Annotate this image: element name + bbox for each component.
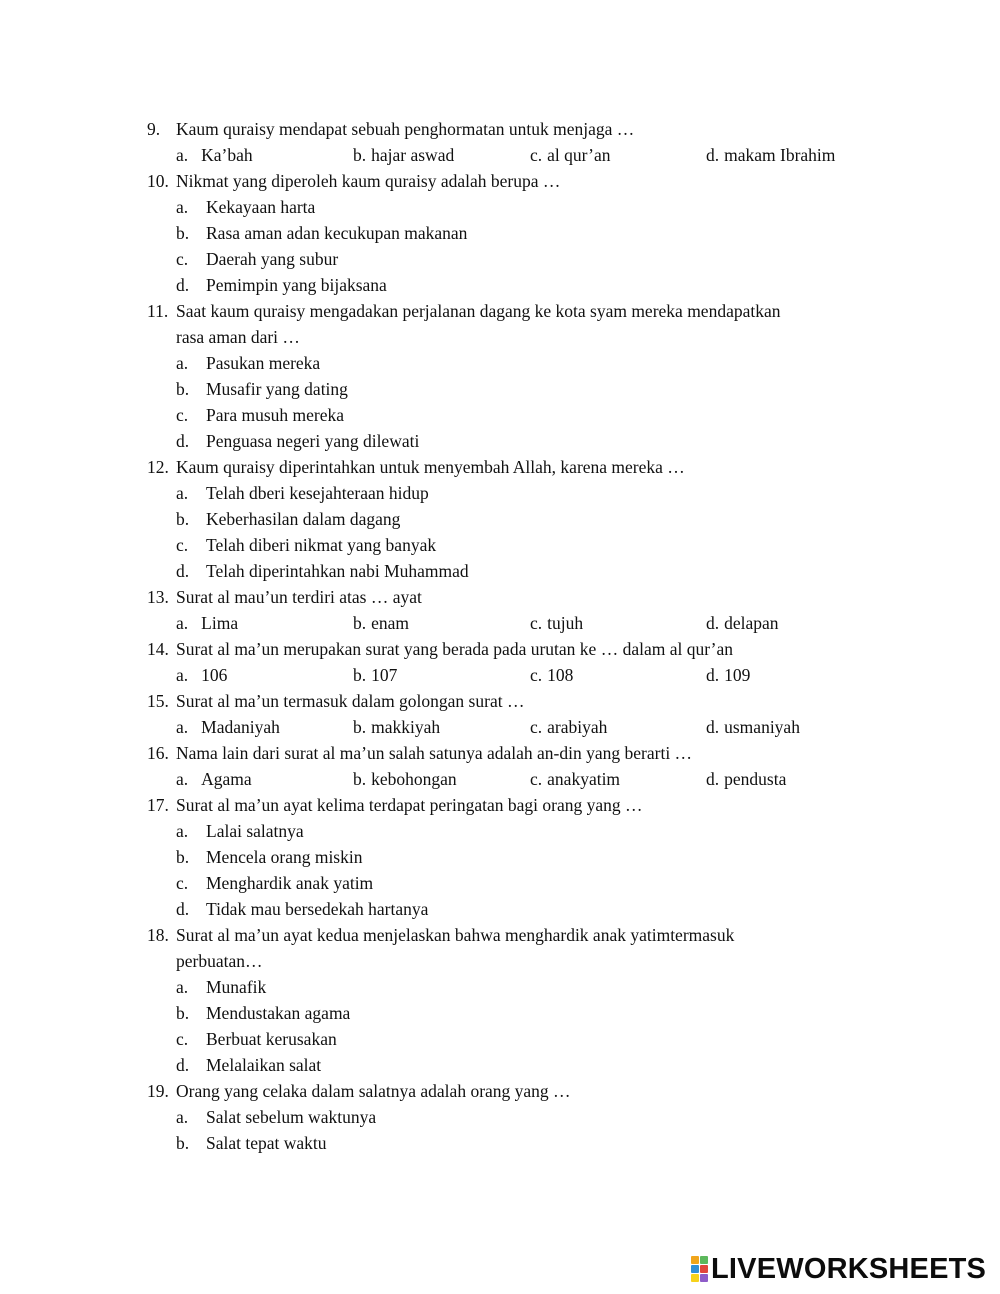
option-c[interactable] (530, 142, 610, 168)
option-letter: c. (530, 665, 543, 685)
option-text: Kekayaan harta (206, 197, 316, 217)
option-d[interactable] (0, 896, 1000, 922)
option-d[interactable] (706, 142, 835, 168)
option-a[interactable] (0, 974, 1000, 1000)
question-line (0, 688, 1000, 714)
option-text: Keberhasilan dalam dagang (206, 509, 401, 529)
option-d[interactable] (706, 766, 786, 792)
option-text: Lalai salatnya (206, 821, 304, 841)
liveworksheets-logo[interactable] (691, 1253, 986, 1285)
option-c[interactable] (0, 1026, 1000, 1052)
option-text: makkiyah (371, 717, 441, 737)
option-a[interactable] (176, 610, 238, 636)
question-number: 19. (147, 1081, 169, 1101)
option-letter: d. (706, 769, 720, 789)
option-d[interactable] (0, 1052, 1000, 1078)
option-letter: c. (176, 1029, 189, 1049)
option-letter: c. (530, 769, 543, 789)
option-text: Daerah yang subur (206, 249, 339, 269)
option-letter: c. (530, 717, 543, 737)
question-text: Surat al mau’un terdiri atas … ayat (176, 587, 422, 607)
option-text: Menghardik anak yatim (206, 873, 374, 893)
question-line-continued (0, 948, 1000, 974)
option-c[interactable] (530, 610, 583, 636)
question-9 (0, 116, 1000, 168)
option-b[interactable] (0, 376, 1000, 402)
option-b[interactable] (0, 220, 1000, 246)
question-line-continued (0, 324, 1000, 350)
option-c[interactable] (530, 662, 573, 688)
option-a[interactable] (0, 1104, 1000, 1130)
option-text: Penguasa negeri yang dilewati (206, 431, 420, 451)
question-number: 16. (147, 743, 169, 763)
option-text: Musafir yang dating (206, 379, 348, 399)
option-text: Telah diberi nikmat yang banyak (206, 535, 437, 555)
option-letter: a. (176, 665, 189, 685)
option-letter: b. (176, 379, 190, 399)
logo-square (691, 1256, 699, 1264)
option-letter: d. (176, 561, 190, 581)
option-text: Salat sebelum waktunya (206, 1107, 377, 1127)
option-text: Rasa aman adan kecukupan makanan (206, 223, 468, 243)
question-line (0, 1078, 1000, 1104)
option-b[interactable] (353, 766, 457, 792)
option-text: Telah dberi kesejahteraan hidup (206, 483, 429, 503)
option-b[interactable] (353, 662, 397, 688)
option-text: Agama (201, 769, 252, 789)
option-text: Melalaikan salat (206, 1055, 322, 1075)
option-letter: d. (176, 275, 190, 295)
option-text: 106 (201, 665, 228, 685)
question-number: 18. (147, 925, 169, 945)
option-letter: c. (176, 249, 189, 269)
option-b[interactable] (0, 844, 1000, 870)
option-text: tujuh (547, 613, 584, 633)
options-row (0, 610, 1000, 636)
option-text: Lima (201, 613, 239, 633)
option-text: Munafik (206, 977, 267, 997)
question-number: 14. (147, 639, 169, 659)
option-letter: d. (176, 1055, 190, 1075)
question-text: Orang yang celaka dalam salatnya adalah orang yang … (176, 1081, 571, 1101)
option-b[interactable] (353, 714, 440, 740)
option-a[interactable] (176, 662, 227, 688)
option-letter: d. (176, 899, 190, 919)
question-line (0, 454, 1000, 480)
option-text: 108 (547, 665, 574, 685)
option-c[interactable] (530, 714, 607, 740)
question-text: Surat al ma’un ayat kelima terdapat peringatan bagi orang yang … (176, 795, 643, 815)
option-text: Tidak mau bersedekah hartanya (206, 899, 429, 919)
logo-square (691, 1265, 699, 1273)
question-line (0, 116, 1000, 142)
question-19 (0, 1078, 1000, 1156)
options-row (0, 766, 1000, 792)
option-a[interactable] (0, 818, 1000, 844)
option-letter: c. (530, 613, 543, 633)
option-letter: b. (176, 223, 190, 243)
question-text: Surat al ma’un merupakan surat yang berada pada urutan ke … dalam al qur’an (176, 639, 734, 659)
option-text: Telah diperintahkan nabi Muhammad (206, 561, 469, 581)
question-15 (0, 688, 1000, 740)
question-number: 11. (147, 301, 169, 321)
question-text-continued: perbuatan… (176, 951, 263, 971)
option-letter: d. (176, 431, 190, 451)
option-text: enam (371, 613, 410, 633)
option-letter: a. (176, 197, 189, 217)
question-line (0, 584, 1000, 610)
options-row (0, 142, 1000, 168)
question-11 (0, 298, 1000, 454)
question-text: Kaum quraisy mendapat sebuah penghormatan untuk menjaga … (176, 119, 635, 139)
question-line (0, 298, 1000, 324)
option-text: Mendustakan agama (206, 1003, 351, 1023)
logo-square (700, 1265, 708, 1273)
question-text: Saat kaum quraisy mengadakan perjalanan dagang ke kota syam mereka mendapatkan (176, 301, 781, 321)
option-text: Para musuh mereka (206, 405, 345, 425)
question-18 (0, 922, 1000, 1078)
option-b[interactable] (353, 142, 454, 168)
option-d[interactable] (0, 272, 1000, 298)
option-c[interactable] (0, 532, 1000, 558)
option-letter: a. (176, 145, 189, 165)
option-letter: b. (353, 665, 367, 685)
option-text: anakyatim (547, 769, 621, 789)
option-text: Pemimpin yang bijaksana (206, 275, 387, 295)
option-text: 107 (371, 665, 398, 685)
option-c[interactable] (0, 870, 1000, 896)
option-text: makam Ibrahim (724, 145, 836, 165)
option-letter: a. (176, 1107, 189, 1127)
option-letter: a. (176, 769, 189, 789)
question-number: 12. (147, 457, 169, 477)
brand-text: LIVEWORKSHEETS (711, 1253, 987, 1285)
question-line (0, 792, 1000, 818)
option-letter: a. (176, 613, 189, 633)
option-a[interactable] (176, 714, 280, 740)
option-text: hajar aswad (371, 145, 455, 165)
question-line (0, 168, 1000, 194)
option-a[interactable] (0, 350, 1000, 376)
option-b[interactable] (0, 1130, 1000, 1156)
option-c[interactable] (0, 246, 1000, 272)
question-line (0, 740, 1000, 766)
logo-square (700, 1274, 708, 1282)
question-12 (0, 454, 1000, 584)
question-text-continued: rasa aman dari … (176, 327, 300, 347)
option-letter: d. (706, 613, 720, 633)
question-text: Nikmat yang diperoleh kaum quraisy adalah berupa … (176, 171, 561, 191)
question-16 (0, 740, 1000, 792)
option-letter: b. (176, 1003, 190, 1023)
option-b[interactable] (0, 506, 1000, 532)
option-letter: a. (176, 821, 189, 841)
option-text: al qur’an (547, 145, 611, 165)
option-letter: b. (176, 509, 190, 529)
logo-square (700, 1256, 708, 1264)
liveworksheets-logo-icon (691, 1256, 708, 1282)
option-b[interactable] (353, 610, 409, 636)
option-text: usmaniyah (724, 717, 800, 737)
question-number: 15. (147, 691, 169, 711)
option-text: Pasukan mereka (206, 353, 321, 373)
option-letter: c. (176, 405, 189, 425)
worksheet (0, 116, 1000, 1156)
option-letter: d. (706, 717, 720, 737)
option-text: delapan (724, 613, 779, 633)
option-letter: c. (176, 873, 189, 893)
option-letter: b. (176, 847, 190, 867)
option-letter: a. (176, 483, 189, 503)
option-d[interactable] (706, 714, 800, 740)
option-text: Madaniyah (201, 717, 280, 737)
option-a[interactable] (176, 766, 252, 792)
options-row (0, 714, 1000, 740)
option-d[interactable] (0, 558, 1000, 584)
option-text: Ka’bah (201, 145, 253, 165)
question-17 (0, 792, 1000, 922)
question-number: 17. (147, 795, 169, 815)
option-text: kebohongan (371, 769, 457, 789)
option-c[interactable] (530, 766, 620, 792)
question-number: 9. (147, 119, 161, 139)
option-d[interactable] (706, 610, 779, 636)
option-letter: a. (176, 353, 189, 373)
question-line (0, 636, 1000, 662)
option-a[interactable] (0, 194, 1000, 220)
option-letter: b. (353, 145, 367, 165)
option-letter: b. (353, 769, 367, 789)
question-text: Nama lain dari surat al ma’un salah satunya adalah an-din yang berarti … (176, 743, 693, 763)
question-13 (0, 584, 1000, 636)
question-14 (0, 636, 1000, 688)
logo-square (691, 1274, 699, 1282)
option-letter: d. (706, 145, 720, 165)
option-letter: c. (176, 535, 189, 555)
option-text: Berbuat kerusakan (206, 1029, 337, 1049)
option-b[interactable] (0, 1000, 1000, 1026)
option-letter: b. (353, 613, 367, 633)
option-letter: b. (176, 1133, 190, 1153)
option-a[interactable] (176, 142, 253, 168)
question-text: Surat al ma’un ayat kedua menjelaskan bahwa menghardik anak yatimtermasuk (176, 925, 735, 945)
question-text: Kaum quraisy diperintahkan untuk menyembah Allah, karena mereka … (176, 457, 685, 477)
option-text: Mencela orang miskin (206, 847, 363, 867)
options-row (0, 662, 1000, 688)
question-line (0, 922, 1000, 948)
option-d[interactable] (706, 662, 750, 688)
option-letter: a. (176, 717, 189, 737)
option-letter: b. (353, 717, 367, 737)
option-text: arabiyah (547, 717, 608, 737)
option-text: 109 (724, 665, 751, 685)
question-number: 10. (147, 171, 169, 191)
option-d[interactable] (0, 428, 1000, 454)
option-text: pendusta (724, 769, 787, 789)
question-text: Surat al ma’un termasuk dalam golongan surat … (176, 691, 525, 711)
option-letter: a. (176, 977, 189, 997)
option-c[interactable] (0, 402, 1000, 428)
option-letter: d. (706, 665, 720, 685)
question-number: 13. (147, 587, 169, 607)
option-letter: c. (530, 145, 543, 165)
option-text: Salat tepat waktu (206, 1133, 327, 1153)
question-10 (0, 168, 1000, 298)
option-a[interactable] (0, 480, 1000, 506)
